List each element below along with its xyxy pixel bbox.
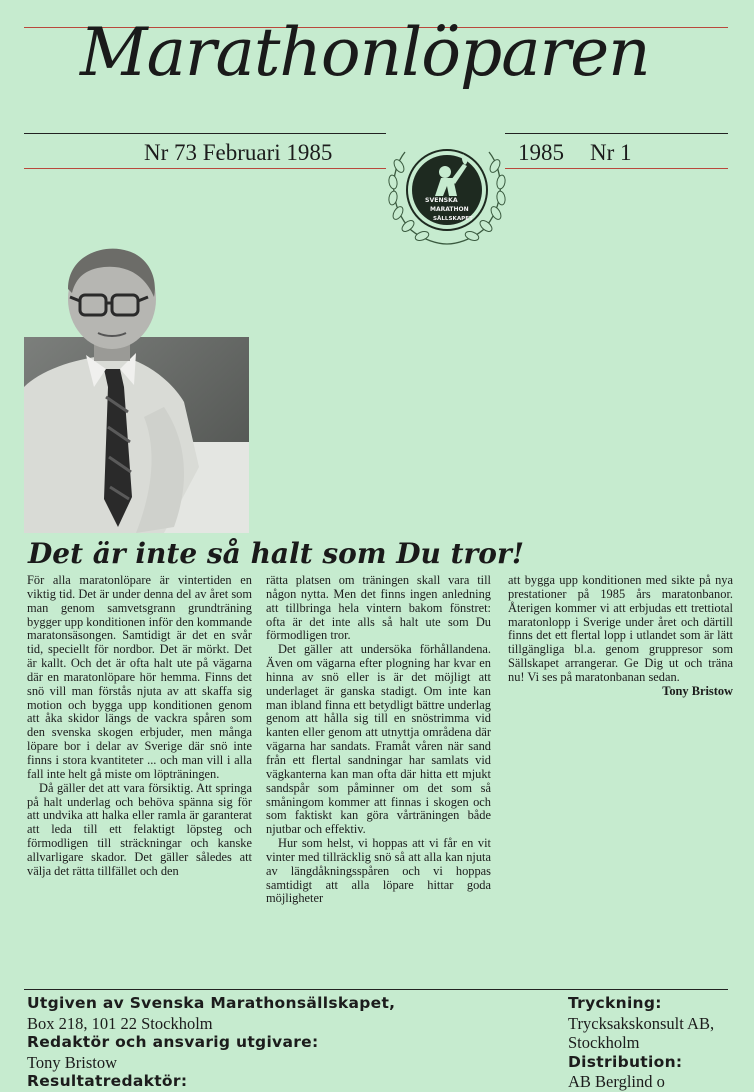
article-column-3 [508, 574, 733, 699]
masthead-rule-right [505, 133, 728, 134]
masthead-rule-left [24, 133, 386, 134]
issue-number: Nr 1 [590, 140, 632, 165]
emblem-text-3: SÄLLSKAPET [433, 216, 473, 222]
article-headline: Det är inte så halt som Du tror! [28, 537, 524, 570]
colophon-right [568, 994, 748, 1092]
publisher-label: Utgiven av Svenska Marathonsällskapet, [27, 994, 396, 1012]
masthead-title: Marathonlöparen [80, 14, 650, 91]
issue-rule-right [505, 168, 728, 169]
distribution-label: Distribution: [568, 1052, 683, 1071]
issue-label-right [518, 140, 632, 166]
paragraph: att bygga upp konditionen med sikte på nya prestationer på 1985 års maratonbanor. Återigen kommer vi att erbjudas ett trettiotal maratonlopp i Sverige under året och därtill finns det ett flertal lopp i utlandet som är lätt tillgängliga bl.a. genom gruppresor som Sällskapet arrangerar. Ge Dig ut och träna nu! Vi ses på maratonbanan sedan. [508, 573, 733, 684]
print-line-2: Stockholm [568, 1033, 640, 1052]
results-editor-label: Resultatredaktör: [27, 1072, 188, 1090]
paragraph: För alla maratonlöpare är vintertiden en viktig tid. Det är under denna del av året som man genom samvetsgrann grundträning bygger upp konditionen inför den kommande maratonsäsongen. Samtidigt är det en svår tid, speciellt för nordbor. Det är mörkt. Det är kallt. Och det är ofta halt ute på vägarna där en maratonlöpare hör hemma. Finns det snö vill man förstås njuta av att skaffa sig motion och bygga upp konditionen genom att åka skidor längs de vackra spåren som den svenska skogen erbjuder, men många löpare bor i delar av Sverige där snö inte finns i stora kvantiteter ... och man vill i alla fall inte helt gå miste om löpträningen. [27, 573, 252, 781]
paragraph: Hur som helst, vi hoppas att vi får en vit vinter med tillräcklig snö så att alla kan njuta av längdåkningsspåren och vi hoppas samtidigt att alla löpare hittar goda möjligheter [266, 836, 491, 906]
paragraph: Då gäller det att vara försiktig. Att springa på halt underlag och behöva spänna sig för att undvika att halka eller ramla är garanterat att leda till ett felaktigt löpsteg och förmodligen till sträckningar och kanske allvarligare skador. Det gäller således att välja det rätta tillfället och den [27, 780, 252, 878]
publisher-address: Box 218, 101 22 Stockholm [27, 1013, 213, 1033]
print-label: Tryckning: [568, 994, 662, 1012]
article-column-2 [266, 574, 491, 906]
distribution-value: AB Berglind o [568, 1072, 665, 1091]
issue-rule-left [24, 168, 386, 169]
footer-rule [24, 989, 728, 990]
paragraph: rätta platsen om träningen skall vara till någon nytta. Men det finns ingen anledning att tillbringa hela vintern bakom fönstret: ofta är det inte alls så halt ute som Du förmodligen tror. [266, 573, 491, 643]
emblem-text-2: MARATHON [430, 206, 469, 213]
society-emblem-logo [383, 132, 511, 246]
paragraph: Det gäller att undersöka förhållandena. Även om vägarna efter plogning har kvar en hinna av snö eller is är det möjligt att underlaget är ganska stadigt. Om inte kan man ibland finna ett betydligt bättre underlag genom att hålla sig till en snöstrimma vid kanten eller genom att utnyttja områdena där vägarna har sandats. Framåt våren när sand från ett flertal sandningar har samlats vid vägkanterna kan man ofta där hitta ett mjukt sandspår som påminner om det som så småningom kommer att finnas i skogen och som faktiskt kan göra vårträningen både njutbar och effektiv. [266, 642, 491, 837]
emblem-text-1: SVENSKA [425, 197, 458, 204]
author-photo [24, 237, 249, 533]
editor-label: Redaktör och ansvarig utgivare: [27, 1033, 319, 1051]
print-line-1: Trycksakskonsult AB, [568, 1013, 715, 1033]
issue-label-left: Nr 73 Februari 1985 [144, 140, 333, 165]
issue-year: 1985 [518, 140, 564, 165]
editor-name: Tony Bristow [27, 1052, 118, 1072]
article-column-1 [27, 574, 252, 879]
author-signature: Tony Bristow [662, 683, 733, 698]
colophon-left [27, 994, 487, 1092]
